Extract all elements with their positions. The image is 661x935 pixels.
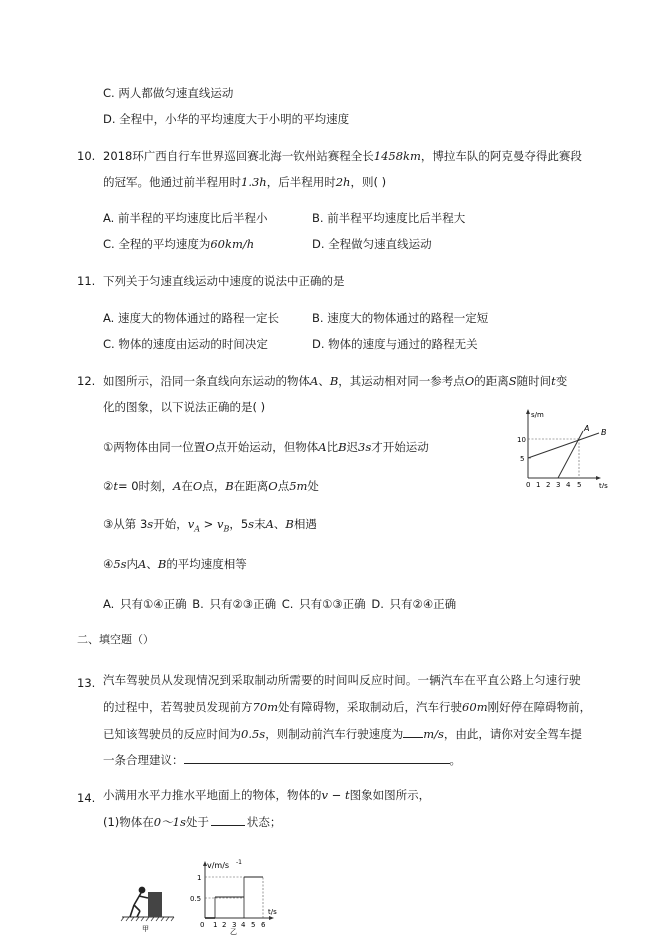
q14-xtick-1: 1 (213, 921, 218, 929)
q12-stem-line1: 如图所示，沿同一条直线向东运动的物体A、B，其运动相对同一参考点O的距离S随时间t变 (103, 374, 568, 388)
q12-xtick-0: 0 (526, 481, 531, 488)
q12-line-b (528, 433, 599, 458)
q12-ytick-10: 10 (517, 436, 526, 444)
q14-xtick-5: 5 (251, 921, 256, 929)
q14-xtick-3: 3 (232, 921, 237, 929)
q14-number: 14. (77, 791, 96, 805)
q13-stem-line4: 一条合理建议： 。 (103, 753, 461, 767)
q13-stem-line2: 的过程中，若驾驶员发现前方70m处有障碍物，采取制动后，汽车行驶60m刚好停在障碍物前， (103, 700, 592, 714)
q12-xtick-3: 3 (556, 481, 561, 488)
q10-option-b: B. 前半程平均速度比后半程大 (312, 211, 466, 225)
q12-xtick-5: 5 (577, 481, 582, 488)
label-jia: 甲 (142, 925, 149, 933)
q10-option-a: A. 前半程的平均速度比后半程小 (103, 211, 268, 225)
q14-ytick-05: 0.5 (190, 895, 202, 903)
section-2-heading: 二、填空题（） (77, 633, 154, 646)
q13-stem-line3: 已知该驾驶员的反应时间为0.5s，则制动前汽车行驶速度为 m/s，由此，请你对安全驾车提 (103, 727, 582, 741)
q12-statement-4: ④5s内A、B的平均速度相等 (103, 557, 247, 571)
q11-option-b: B. 速度大的物体通过的路程一定短 (312, 311, 489, 325)
q12-stem-line2: 化的图象，以下说法正确的是( ) (103, 400, 266, 414)
q12-statement-2: ②t= 0时刻，A在O点，B在距离O点5m处 (103, 479, 319, 493)
q14-xtick-0: 0 (200, 921, 205, 929)
q10-number: 10. (77, 149, 96, 163)
q14-xtick-6: 6 (261, 921, 266, 929)
q14-figure-jia (118, 865, 178, 935)
q12-y-arrow (526, 409, 530, 414)
q14-y-label-sup: -1 (236, 859, 242, 866)
q12-distance-time-graph (515, 408, 615, 488)
q14-xtick-4: 4 (241, 921, 246, 929)
q12-xtick-2: 2 (546, 481, 551, 488)
q14-y-label: v/m/s (207, 861, 230, 870)
q14-sub-1: (1)物体在0～1s处于 状态； (103, 815, 282, 829)
q12-statement-1: ①两物体由同一位置O点开始运动，但物体A比B迟3s才开始运动 (103, 440, 429, 454)
q12-xtick-1: 1 (536, 481, 541, 488)
q12-statement-3: ③从第 3s开始，$v_A > v_B$，5s末A、B相遇 (103, 517, 317, 534)
q12-xtick-4: 4 (566, 481, 571, 488)
q12-label-a: A (584, 424, 590, 433)
q12-x-arrow (596, 476, 601, 480)
q11-stem: 下列关于匀速直线运动中速度的说法中正确的是 (103, 274, 345, 288)
q10-option-d: D. 全程做匀速直线运动 (312, 237, 432, 251)
q12-y-label: s/m (531, 411, 544, 419)
q12-options: A. 只有①④正确 B. 只有②③正确 C. 只有①③正确 D. 只有②④正确 (103, 597, 457, 611)
q10-option-c: C. 全程的平均速度为60km/h (103, 237, 255, 251)
q13-blank-advice[interactable] (184, 751, 450, 764)
q14-blank-state[interactable] (211, 813, 245, 826)
q14-xtick-2: 2 (222, 921, 227, 929)
q14-ytick-1: 1 (197, 874, 202, 882)
q9-option-c: C. 两人都做匀速直线运动 (103, 86, 234, 100)
q14-stem: 小满用水平力推水平地面上的物体，物体的v − t图象如图所示， (103, 788, 431, 802)
q11-number: 11. (77, 274, 96, 288)
q14-velocity-time-graph (180, 855, 290, 935)
box (148, 892, 162, 917)
q13-blank-speed[interactable] (403, 725, 423, 738)
q12-x-label: t/s (599, 482, 608, 488)
q10-stem-line1: 2018环广西自行车世界巡回赛北海一钦州站赛程全长1458km，博拉车队的阿克曼夺得此赛段 (103, 149, 582, 163)
person-icon (130, 887, 148, 917)
q9-option-d: D. 全程中，小华的平均速度大于小明的平均速度 (103, 112, 350, 126)
q11-option-c: C. 物体的速度由运动的时间决定 (103, 337, 268, 351)
ground-hatch (121, 917, 174, 921)
q11-option-d: D. 物体的速度与通过的路程无关 (312, 337, 478, 351)
q12-label-b: B (601, 428, 607, 437)
q14-x-arrow (269, 916, 274, 920)
q12-number: 12. (77, 374, 96, 388)
q13-number: 13. (77, 676, 96, 690)
q14-x-label: t/s (268, 908, 277, 916)
q10-stem-line2: 的冠军。他通过前半程用时1.3h，后半程用时2h，则( ) (103, 175, 387, 189)
q11-option-a: A. 速度大的物体通过的路程一定长 (103, 311, 279, 325)
q13-stem-line1: 汽车驾驶员从发现情况到采取制动所需要的时间叫反应时间。一辆汽车在平直公路上匀速行驶 (103, 673, 581, 687)
q12-ytick-5: 5 (520, 455, 525, 463)
label-yi: 乙 (230, 928, 237, 935)
